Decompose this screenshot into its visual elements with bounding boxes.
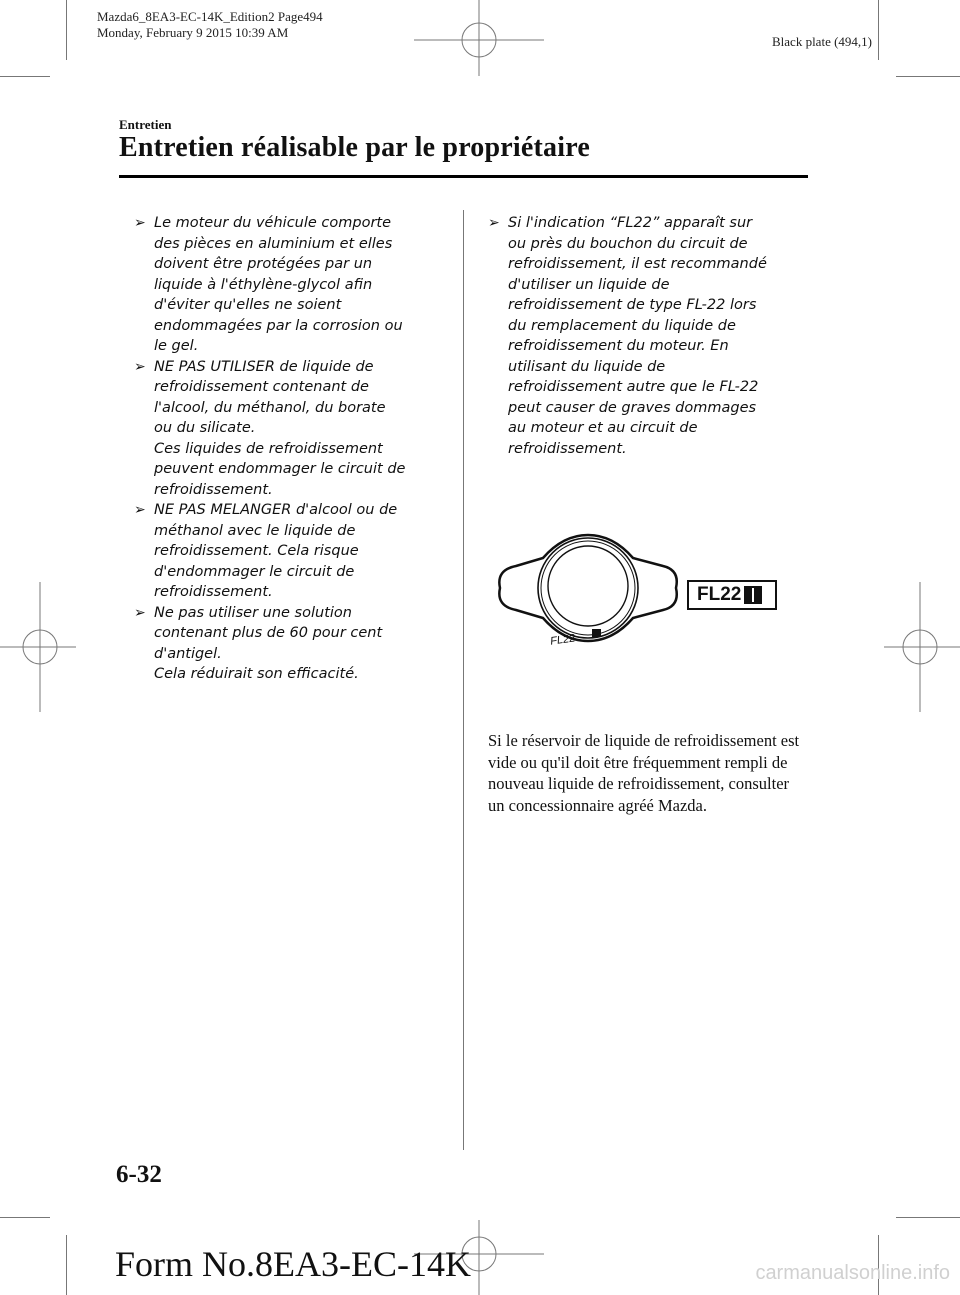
title-rule — [119, 175, 808, 178]
caution-list-left — [134, 213, 452, 685]
list-item-text: Le moteur du véhicule comporte des pièces en aluminium et elles doivent être protégées par un liquide à l'éthylène-glycol afin d'éviter qu'elles ne soient endommagées par la corrosion ou le gel. — [154, 215, 403, 354]
caution-list-right — [488, 213, 818, 459]
column-divider — [463, 210, 464, 1150]
body-paragraph: Si le réservoir de liquide de refroidissement est vide ou qu'il doit être fréquemment rempli de nouveau liquide de refroidissement, consulter un concessionnaire agréé Mazda. — [488, 731, 800, 815]
page-title: Entretien réalisable par le propriétaire — [119, 132, 590, 163]
fl22-label-text: FL22 — [697, 584, 742, 605]
list-item-text: Ne pas utiliser une solution contenant plus de 60 pour cent d'antigel. Cela réduirait son efficacité. — [154, 604, 383, 682]
book-icon — [592, 629, 601, 637]
print-file-line: Mazda6_8EA3-EC-14K_Edition2 Page494 — [97, 9, 323, 24]
arrow-bullet-icon: ➢ — [488, 215, 500, 231]
arrow-bullet-icon: ➢ — [134, 215, 146, 231]
arrow-bullet-icon: ➢ — [134, 604, 146, 621]
cap-marking-text: FL22 — [549, 632, 577, 648]
watermark: carmanualsonline.info — [755, 1262, 950, 1284]
list-item-text: NE PAS MELANGER d'alcool ou de méthanol avec le liquide de refroidissement. Cela risque d'endommager le circuit de refroidissement. — [154, 502, 398, 600]
manual-book-icon — [744, 586, 762, 604]
list-item — [488, 213, 818, 459]
list-item — [134, 357, 452, 501]
list-item — [134, 213, 452, 357]
list-item-text: Si l'indication “FL22” apparaît sur ou près du bouchon du circuit de refroidissement, il est recommandé d'utiliser un liquide de refroidissement de type FL-22 lors du remplacement du liquide de refroidissement du moteur. En utilisant du liquide de refroidissement autre que le FL-22 peut causer de graves dommages au moteur et au circuit de refroidissement. — [508, 215, 767, 457]
print-date-line: Monday, February 9 2015 10:39 AM — [97, 25, 289, 40]
arrow-bullet-icon: ➢ — [134, 502, 146, 518]
arrow-bullet-icon: ➢ — [134, 358, 146, 375]
section-label: Entretien — [119, 117, 172, 132]
page-number: 6-32 — [116, 1161, 162, 1188]
fl22-label-box — [687, 580, 777, 610]
list-item — [134, 603, 452, 685]
plate-label: Black plate (494,1) — [772, 34, 872, 49]
list-item-text: NE PAS UTILISER de liquide de refroidissement contenant de l'alcool, du méthanol, du borate ou du silicate. Ces liquides de refroidissement peuvent endommager le circuit de refroidissement. — [154, 358, 406, 498]
form-number: Form No.8EA3-EC-14K — [115, 1244, 471, 1284]
left-column — [134, 213, 452, 685]
list-item — [134, 500, 452, 603]
right-column — [488, 213, 818, 459]
